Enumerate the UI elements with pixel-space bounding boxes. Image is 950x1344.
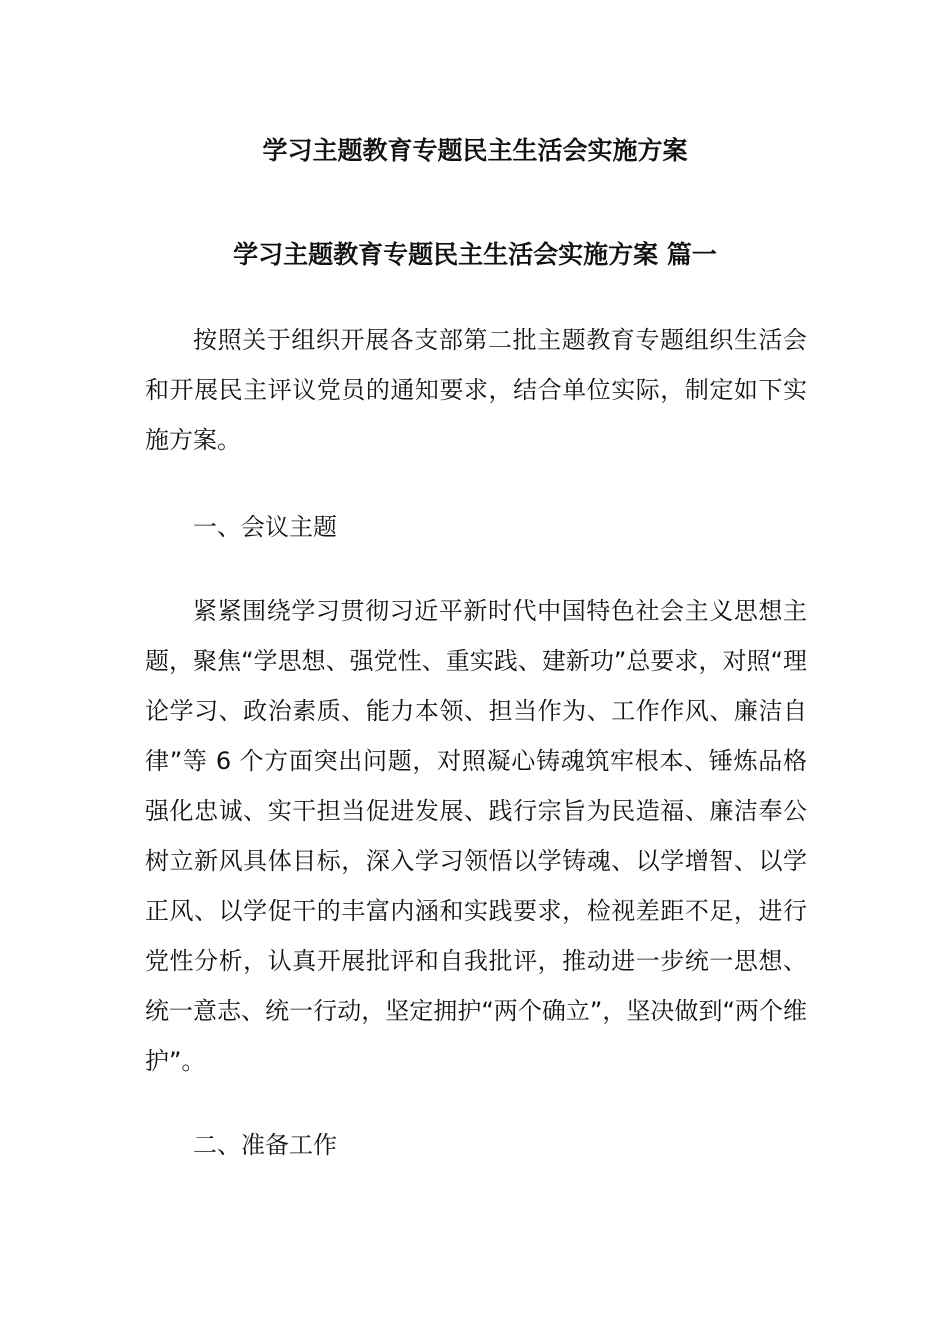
section-1-paragraph: 紧紧围绕学习贯彻习近平新时代中国特色社会主义思想主题，聚焦“学思想、强党性、重实践、建新功”总要求，对照“理论学习、政治素质、能力本领、担当作为、工作作风、廉洁自律”等 6 个方面突出问题，对照凝心铸魂筑牢根本、锤炼品格强化忠诚、实干担当促进发展、践行宗旨为民造福、廉洁奉公树立新风具体目标，深入学习领悟以学铸魂、以学增智、以学正风、以学促干的丰富内涵和实践要求，检视差距不足，进行党性分析，认真开展批评和自我批评，推动进一步统一思想、统一意志、统一行动，坚定拥护“两个确立”，坚决做到“两个维护”。 bbox=[145, 597, 807, 1075]
section-2-heading: 二、准备工作 bbox=[193, 1131, 337, 1159]
document-subtitle: 学习主题教育专题民主生活会实施方案 篇一 bbox=[233, 240, 717, 269]
document-title: 学习主题教育专题民主生活会实施方案 bbox=[262, 136, 688, 165]
section-1-heading: 一、会议主题 bbox=[193, 513, 337, 541]
intro-paragraph: 按照关于组织开展各支部第二批主题教育专题组织生活会和开展民主评议党员的通知要求，结合单位实际，制定如下实施方案。 bbox=[145, 326, 807, 454]
